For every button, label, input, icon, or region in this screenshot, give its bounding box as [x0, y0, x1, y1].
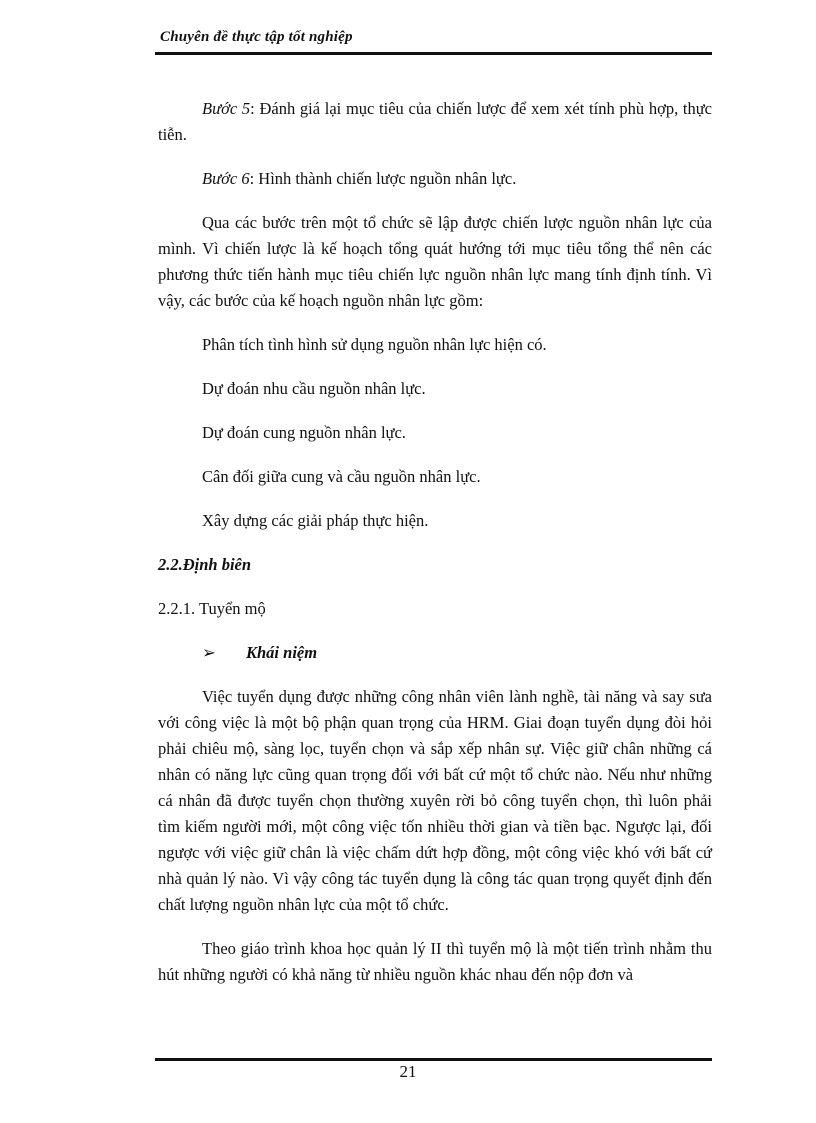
page-number: 21: [399, 1062, 417, 1081]
plan-step-item: Cân đối giữa cung và cầu nguồn nhân lực.: [202, 467, 481, 486]
plan-step-item: Xây dựng các giải pháp thực hiện.: [202, 511, 429, 530]
concept-title: Khái niệm: [246, 643, 318, 662]
arrow-bullet-icon: ➢: [202, 643, 216, 662]
subsection-title: 2.2.1. Tuyển mộ: [158, 599, 266, 618]
definition-paragraph: Theo giáo trình khoa học quản lý II thì tuyển mộ là một tiến trình nhằm thu hút những người có khả năng từ nhiều nguồn khác nhau đến nộp đơn và: [158, 939, 712, 984]
concept-heading: [158, 640, 712, 666]
step-5-label: Bước 5: [202, 99, 251, 118]
recruitment-paragraph: Việc tuyển dụng được những công nhân viên lành nghề, tài năng và say sưa với công việc là một bộ phận quan trọng của HRM. Giai đoạn tuyển dụng đòi hỏi phải chiêu mộ, sàng lọc, tuyển chọn và sắp xếp nhân sự. Việc giữ chân những cá nhân có năng lực cũng quan trọng đối với bất cứ một tổ chức nào. Nếu như những cá nhân đã được tuyển chọn thường xuyên rời bỏ công tuyển chọn, thì luôn phải tìm kiếm người mới, một công việc tốn nhiều thời gian và tiền bạc. Ngược lại, đối ngược với việc giữ chân là việc chấm dứt hợp đồng, một công việc khó với bất cứ nhà quản lý nào. Vì vậy công tác tuyển dụng là công tác quan trọng quyết định đến chất lượng nguồn nhân lực của một tổ chức.: [158, 687, 712, 914]
header-title: Chuyên đề thực tập tốt nghiệp: [160, 29, 353, 45]
step-6-text: : Hình thành chiến lược nguồn nhân lực.: [249, 169, 517, 188]
plan-step-item: Phân tích tình hình sử dụng nguồn nhân lực hiện có.: [202, 335, 547, 354]
section-title: 2.2.Định biên: [158, 555, 252, 574]
plan-step-item: Dự đoán nhu cầu nguồn nhân lực.: [202, 379, 426, 398]
step-6-paragraph: [158, 166, 712, 192]
step-5-paragraph: [158, 96, 712, 148]
plan-step-item: Dự đoán cung nguồn nhân lực.: [202, 423, 406, 442]
page-content: [158, 96, 712, 1006]
step-5-text: : Đánh giá lại mục tiêu của chiến lược để xem xét tính phù hợp, thực tiễn.: [158, 99, 712, 144]
page-header: [160, 28, 712, 46]
step-6-label: Bước 6: [202, 169, 250, 188]
header-rule: [155, 52, 712, 55]
footer-rule: [155, 1058, 712, 1061]
intro-paragraph: Qua các bước trên một tổ chức sẽ lập được chiến lược nguồn nhân lực của mình. Vì chiến lược là kế hoạch tổng quát hướng tới mục tiêu tổng thể nên các phương thức tiến hành mục tiêu chiến lực nguồn nhân lực mang tính định tính. Vì vậy, các bước của kế hoạch nguồn nhân lực gồm:: [158, 213, 712, 310]
